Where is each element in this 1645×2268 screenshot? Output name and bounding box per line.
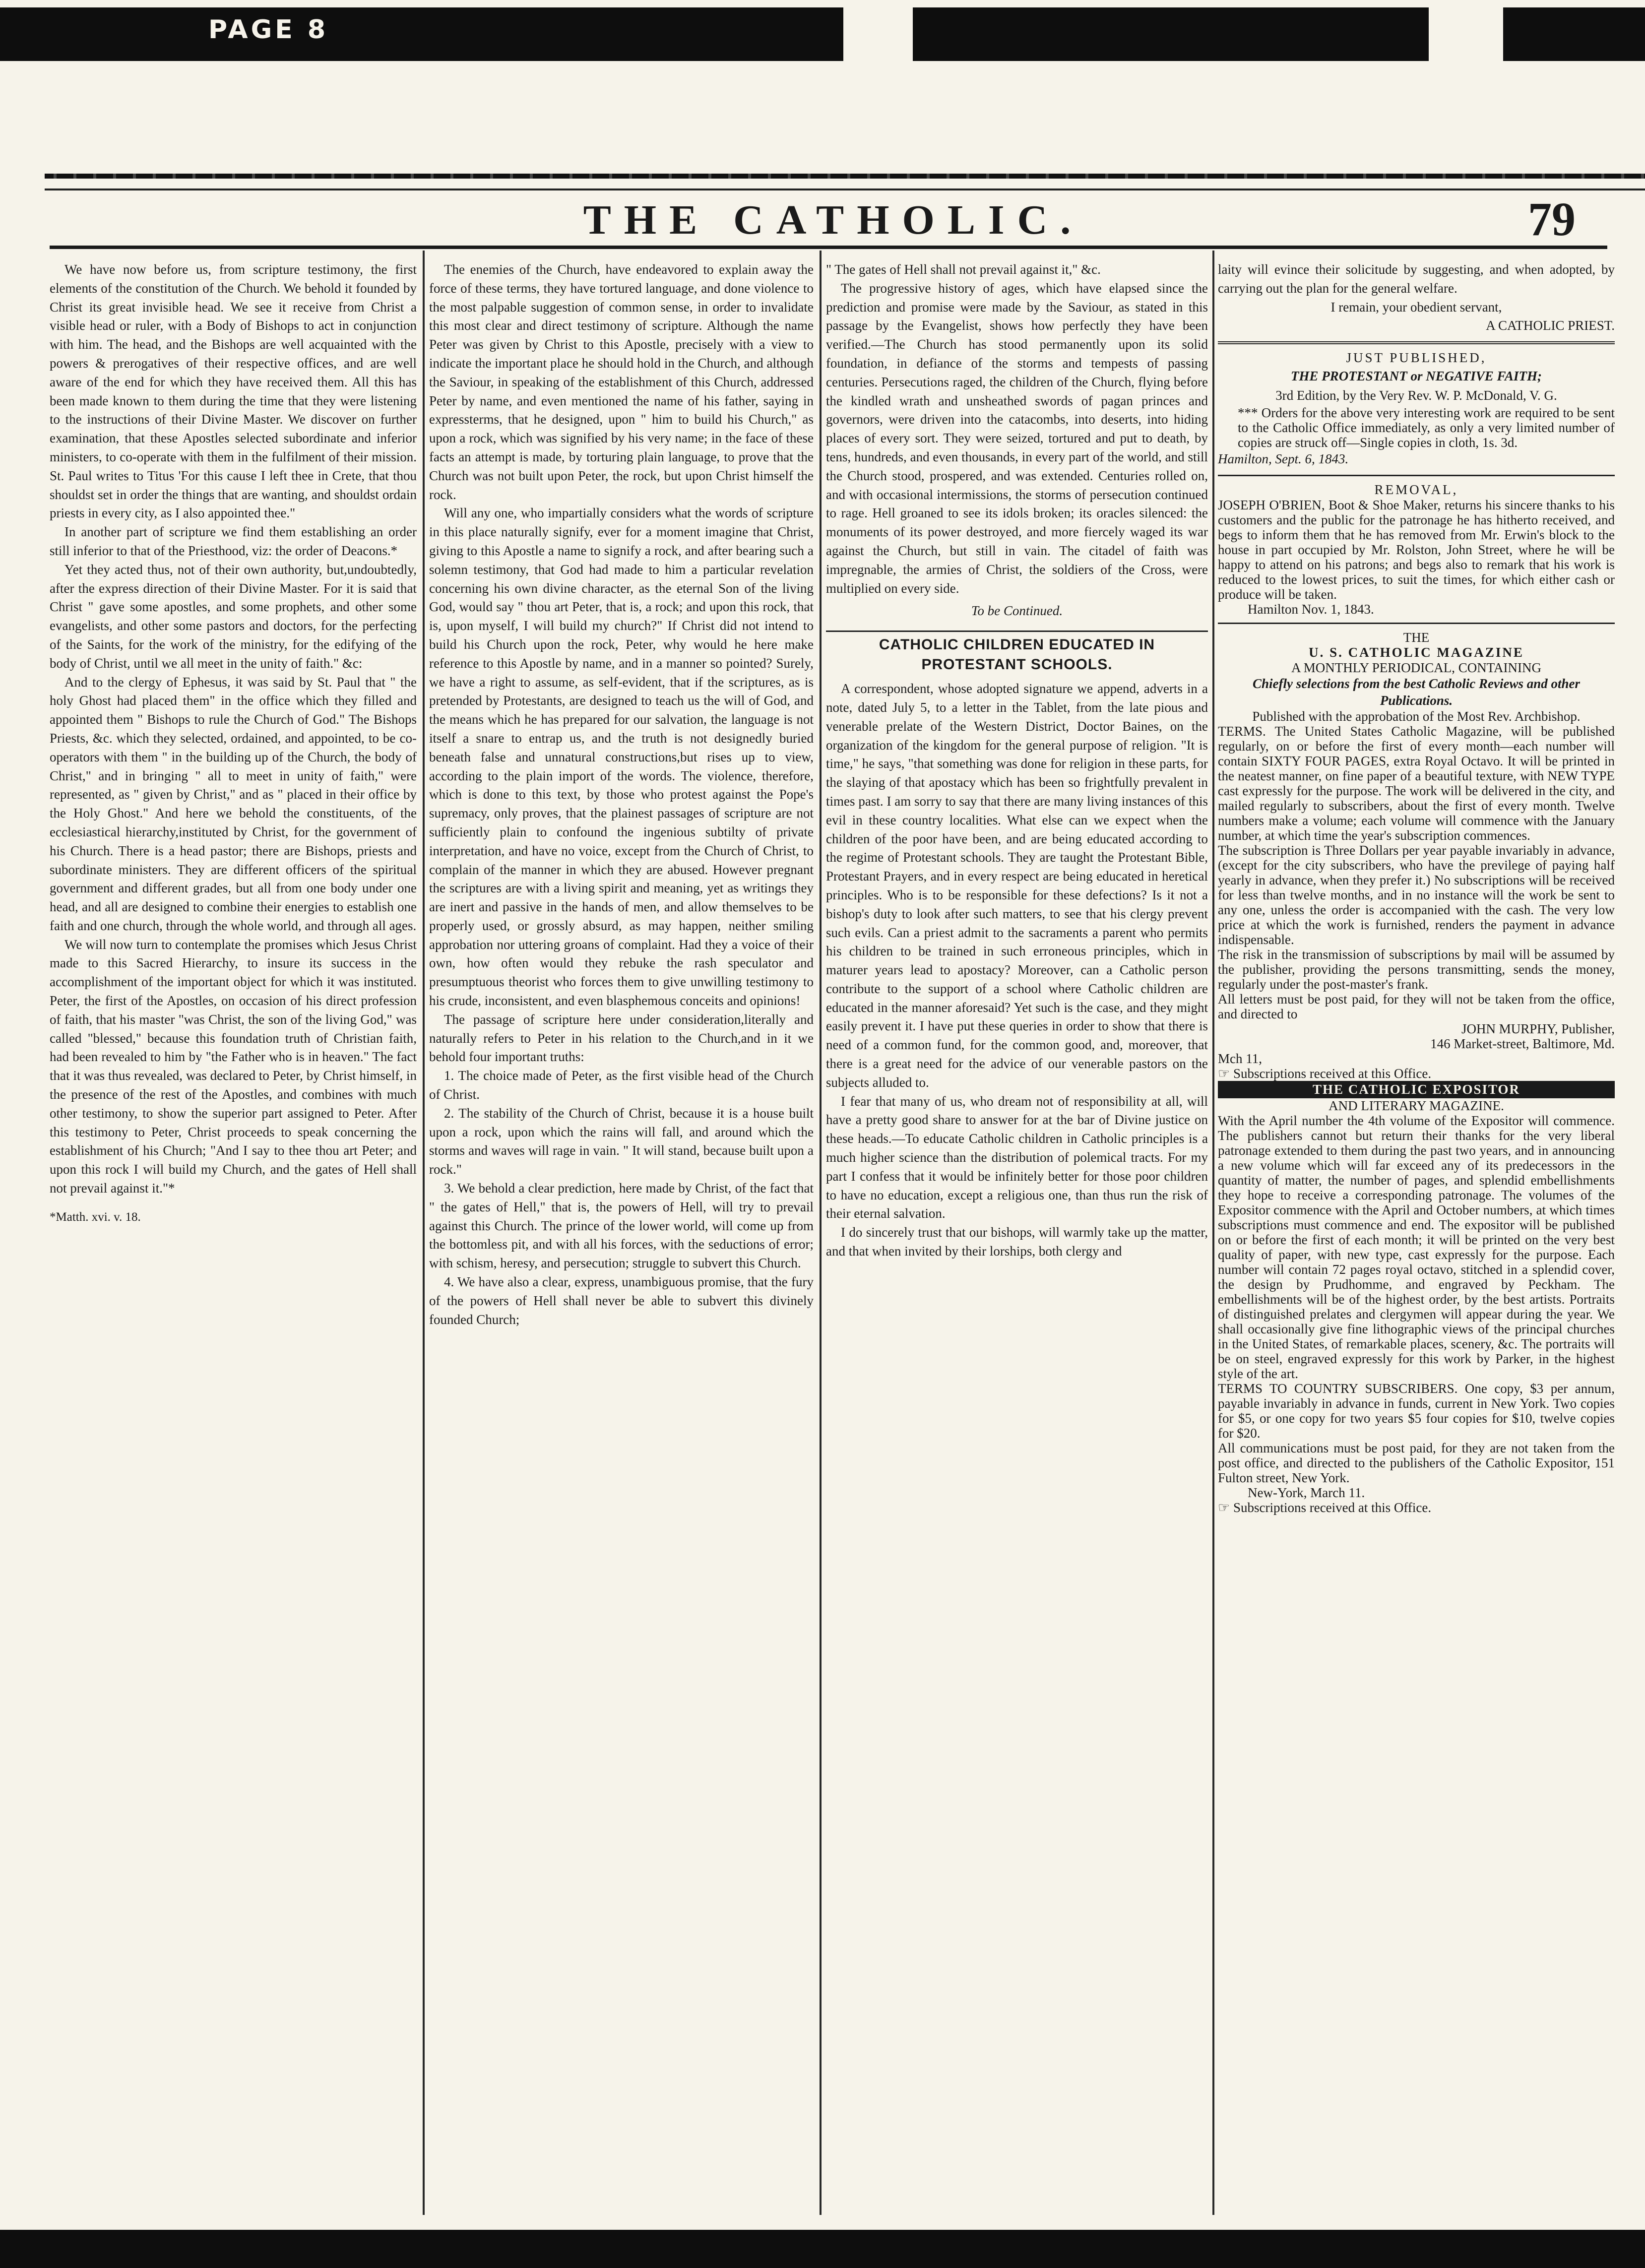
paragraph: The enemies of the Church, have endeavored to explain away the force of these terms, they have tortured language, and done violence to the most palpable suggestion of common sense, in order to invalidate this most clear and direct testimony of scripture. Although the name Peter was given by Christ to this Apostle, precisely with a view to indicate the important place he should hold in the Church, and although the Saviour, in speaking of the establishment of this Church, addressed Peter by name, and even mentioned the name of his father, saying in expressterms, that he designed, upon " him to build his Church," as upon a rock, which was signified by his very name; in the face of these facts an attempt is made, by torturing plain language, to prove that the Church was not built upon Peter, the rock, but upon Christ himself the rock. xyxy=(429,262,814,502)
paragraph: 1. The choice made of Peter, as the first visible head of the Church of Christ. xyxy=(429,1068,814,1102)
paragraph: We have now before us, from scripture testimony, the first elements of the constitution of the Church. We behold it founded by Christ its great invisible head. We see it receive from Christ a visible head or ruler, with a Body of Bishops to act in conjunction with him. The head, and the Bishops are well acquainted with the powers & prerogatives of their respective offices, and are well aware of the end for which they have received them. All this has been made known to them during the time that they were listening to the instructions of their Divine Master. We discover on further examination, that these Apostles selected subordinate and inferior ministers, to co-operate with them in the fulfilment of their mission. St. Paul writes to Titus 'For this cause I left thee in Crete, that thou shouldst set in order the things that are wanting, and shouldst ordain priests in every city, as I also appointed thee." xyxy=(50,262,417,521)
paragraph: laity will evince their solicitude by suggesting, and when adopted, by carrying out the plan for the general welfare. xyxy=(1218,262,1615,296)
ad-date: Hamilton Nov. 1, 1843. xyxy=(1248,601,1374,617)
paragraph: I fear that many of us, who dream not of responsibility at all, will have a pretty good share to answer for at the bar of Divine justice on these heads.—To educate Catholic children in Catholic principles is a much higher science than the distribution of polemical tracts. For my part I confess that it would be infinitely better for those poor children to have no education, except a religious one, than thus run the risk of their eternal salvation. xyxy=(826,1093,1208,1221)
ad-body: *** Orders for the above very interesting work are required to be sent to the Catholic Office immediately, as only a very limited number of copies are struck off—Single copies in cloth, 1s. 3d. xyxy=(1238,405,1615,450)
column-2 xyxy=(429,260,814,1329)
ad-body: With the April number the 4th volume of the Expositor will commence. The publishers cannot but return their thanks for the very liberal patronage extended to them during the past two years, and in announcing a new volume which will far exceed any of its predecessors in the quantity of matter, the number of pages, and splendid embellishments they hope to receive a corresponding patronage. The volumes of the Expositor commence with the April and October numbers, at which times subscriptions must commence and end. The expositor will be published on or before the first of each month; it will be printed on the very best quality of paper, with new type, cast expressly for the purpose. Each number will contain 72 pages royal octavo, stitched in a splendid cover, the design by Prudhomme, and engraved by Peckham. The embellishments will be of the highest order, by the best artists. Portraits of distinguished prelates and clergymen will appear during the year. We shall occasionally give fine lithographic views of the principal churches in the United States, of remarkable places, scenery, &c. The portraits will be on steel, engraved expressly for this work by Parker, in the highest style of the art. xyxy=(1218,1113,1615,1381)
column-1 xyxy=(50,260,417,1227)
signature-line: I remain, your obedient servant, xyxy=(1330,299,1502,315)
paragraph: The passage of scripture here under consideration,literally and naturally refers to Peter in his relation to the Church,and in it we behold four important truths: xyxy=(429,1011,814,1065)
paragraph: The progressive history of ages, which have elapsed since the prediction and promise were made by the Saviour, as stated in this passage by the Evangelist, shows how perfectly they have been verified.—The Church has stood permanently upon its solid foundation, in defiance of the storms and tempests of passing centuries. Persecutions raged, the children of the Church, flying before the kindled wrath and unsheathed swords of pagan princes and governors, were driven into the catacombs, into deserts, into hiding places of every sort. They were seized, tortured and put to death, by tens, hundreds, and even thousands, in every part of the world, and still the Church stood, prospered, and was extended. Centuries rolled on, and with occasional intermissions, the storms of persecution continued to rage. Hell groaned to see its idols broken; its oracles silenced: the monuments of its power destroyed, and more fiercely waged its war against the Church, but still in vain. The citadel of faith was impregnable, the armies of Christ, the soldiers of the Cross, were multiplied on every side. xyxy=(826,280,1208,596)
ad-date: Hamilton, Sept. 6, 1843. xyxy=(1218,451,1349,466)
ad-body: TERMS TO COUNTRY SUBSCRIBERS. One copy, $3 per annum, payable invariably in advance in funds, current in New York. Two copies for $5, or one copy for two years $5 four copies for $10, twelve copies for $20. xyxy=(1218,1381,1615,1441)
top-torn-strip xyxy=(0,0,1645,67)
ad-body: All letters must be post paid, for they will not be taken from the office, and directed to xyxy=(1218,991,1615,1021)
ad-address: 146 Market-street, Baltimore, Md. xyxy=(1430,1036,1615,1051)
paragraph: We will now turn to contemplate the promises which Jesus Christ made to this Sacred Hierarchy, to insure its success in the accomplishment of the important object for which it was instituted. Peter, the first of the Apostles, on occasion of his direct profession of faith, that his master "was Christ, the son of the living God," was called "blessed," because this foundation truth of Christian faith, had been revealed to him by "the Father who is in heaven." The fact that it was thus revealed, was declared to Peter, by Christ himself, in the presence of the rest of the Apostles, and combines with much other testimony, to show the superior part assigned to Peter. After this testimony to Peter, Christ proceeds to speak concerning the establishment of his Church; "And I say to thee thou art Peter; and upon this rock I will build my Church, and the gates of Hell shall not prevail against it."* xyxy=(50,937,417,1196)
ad-date: New-York, March 11. xyxy=(1248,1485,1365,1500)
ad-title: U. S. CATHOLIC MAGAZINE xyxy=(1309,644,1524,660)
ad-the: THE xyxy=(1403,630,1430,645)
paragraph: 3. We behold a clear prediction, here made by Christ, of the fact that " the gates of Hell," that is, the powers of Hell, will try to prevail against this Church. The prince of the lower world, will come up from the bottomless pit, and with all his forces, with the seductions of error; with schism, heresy, and persecution; struggle to subvert this Church. xyxy=(429,1181,814,1271)
ad-note: ☞ Subscriptions received at this Office. xyxy=(1218,1500,1432,1515)
column-3 xyxy=(826,260,1208,1261)
column-divider xyxy=(1212,251,1214,2215)
ad-byline: 3rd Edition, by the Very Rev. W. P. McDonald, V. G. xyxy=(1275,388,1557,403)
paragraph: 4. We have also a clear, express, unambiguous promise, that the fury of the powers of Hell shall never be able to subvert this divinely founded Church; xyxy=(429,1274,814,1327)
paragraph: " The gates of Hell shall not prevail against it," &c. xyxy=(826,262,1101,277)
column-divider xyxy=(423,251,425,2215)
torn-gap xyxy=(843,7,913,61)
ad-body: JOSEPH O'BRIEN, Boot & Shoe Maker, returns his sincere thanks to his customers and the public for the patronage he has hitherto received, and begs to inform them that he has removed from Mr. Erwin's block to the house in part occupied by Mr. Rolston, John Street, where he will be happy to attend on his patrons; and begs also to remark that his work is reduced to the lowest prices, to suit the times, for which either cash or produce will be taken. xyxy=(1218,497,1615,602)
column-4 xyxy=(1218,260,1615,1515)
paragraph: Yet they acted thus, not of their own authority, but,undoubtedly, after the express direction of their Divine Master. For it is said that Christ " gave some apostles, and some prophets, and other some evangelists, and other some pastors and doctors, for the perfecting of the Saints, for the work of the ministry, for the edifying of the body of Christ, until we all meet in the unity of faith." &c: xyxy=(50,562,417,671)
column-divider xyxy=(820,251,822,2215)
masthead-rule xyxy=(50,246,1607,249)
divider xyxy=(1218,475,1615,476)
paragraph: Will any one, who impartially considers what the words of scripture in this place naturally signify, ever for a moment imagine that Christ, giving to this Apostle a name to signify a rock, and after bearing such a solemn testimony, that God had made to him a particular revelation concerning his own divine character, as the eternal Son of the living God, would say " thou art Peter, that is, a rock; and upon this rock, that is, upon myself, I will build my church?" If Christ did not intend to build his Church upon the rock, Peter, why would he here make reference to this Apostle by name, and in a manner so pointed? Surely, we have a right to assume, as self-evident, that if the scriptures, as is pretended by Protestants, are designed to teach us the will of God, and the means which he has prepared for our salvation, the language is not itself a snare to entrap us, and the truth is not designedly buried beneath false and unnatural constructions,but rises up to view, according to the plain import of the words. The violence, therefore, which is done to this text, by those who protest against the Pope's supremacy, only proves, that the plainest passages of scripture are not sufficiently plain to confound the ingenious subtilty of private interpretation, and have no voice, except from the Church of Christ, to complain of the manner in which they are abused. However pregnant the scriptures are with a living spirit and meaning, yet as writings they are inert and passive in the hands of men, and allow themselves to be properly used, or grossly absurd, as may happen, neither smiling approbation nor uttering groans of complaint. Had they a voice of their own, how often would they rebuke the rash speculator and presumptuous theorist who forces them to give unwilling testimony to his crude, inconsistent, and even blasphemous conceits and opinions! xyxy=(429,505,814,1008)
ad-subtitle: AND LITERARY MAGAZINE. xyxy=(1329,1098,1504,1113)
ad-body: The risk in the transmission of subscriptions by mail will be assumed by the publisher, providing the persons transmitting, sends the money, regularly under the post-master's frank. xyxy=(1218,946,1615,992)
ad-subtitle: Published with the approbation of the Most Rev. Archbishop. xyxy=(1252,708,1581,724)
divider xyxy=(1218,623,1615,624)
ad-subtitle: Chiefly selections from the best Catholic Reviews and other Publications. xyxy=(1253,676,1580,708)
torn-gap xyxy=(1429,7,1503,61)
ad-date: Mch 11, xyxy=(1218,1051,1262,1066)
ad-publisher: JOHN MURPHY, Publisher, xyxy=(1461,1021,1615,1036)
ad-title: THE CATHOLIC EXPOSITOR xyxy=(1218,1081,1615,1098)
ad-body: The subscription is Three Dollars per year payable invariably in advance, (except for the city subscribers, who have the previlege of paying half yearly in advance, when they prefer it.) No subscriptions will be received for less than twelve months, and in no instance will the work be sent to any one, unless the order is accompanied with the cash. The very low price at which the work is furnished, renders the payment in advance indispensable. xyxy=(1218,842,1615,947)
footnote: *Matth. xvi. v. 18. xyxy=(50,1210,141,1224)
divider xyxy=(1218,341,1615,344)
ad-title: THE PROTESTANT or NEGATIVE FAITH; xyxy=(1290,369,1542,384)
paragraph: I do sincerely trust that our bishops, will warmly take up the matter, and that when invited by their lorships, both clergy and xyxy=(826,1225,1208,1259)
paragraph: And to the clergy of Ephesus, it was said by St. Paul that " the holy Ghost had placed them" in the office which they filled and appointed them " Bishops to rule the Church of God." The Bishops Priests, &c. which they selected, ordained, and appointed, to be co-operators with them " in the building up of the Church, the body of Christ," and in bringing " all to meet in unity of faith," were represented, as " given by Christ," and as " placed in their office by the Holy Ghost." And here we behold the constituents, of the ecclesiastical hierarchy,instituted by Christ, for the government of his Church. There is a head pastor; there are Bishops, priests and subordinate ministers. They are different officers of the spiritual government and different grades, but all from one body under one head, and all are designed to combine their energies to establish one faith and one church, through the whole world, and through all ages. xyxy=(50,674,417,933)
paragraph: A correspondent, whose adopted signature we append, adverts in a note, dated July 5, to a letter in the Tablet, from the late pious and venerable prelate of the Western District, Doctor Baines, on the organization of the kingdom for the general purpose of religion. "It is time," he says, "that something was done for religion in these parts, for the slaying of that apostacy which has been so frightfully prevalent in times past. I am sorry to say that there are many living instances of this evil in these country localities. What else can we expect when the children of the poor have been, and are being educated according to the regime of Protestant schools. They are taught the Protestant Bible, Protestant Prayers, and in every respect are being educated in heretical principles. Who is to be responsible for these defections? Is it not a bishop's duty to look after such matters, to see that his clergy prevent such evils. Can a priest admit to the sacraments a parent who permits his children to be trained in such erroneous principles, which in maturer years lead to apostacy? Moreover, can a Catholic person contribute to the support of a school where Catholic children are educated in the manner aforesaid? Yet such is the case, and they might easily prevent it. I have put these queries in order to show that there is need of a common fund, for the common good, and, moreover, that there is a great need for the advice of our venerable pastors on the subjects alluded to. xyxy=(826,681,1208,1090)
ad-subtitle: A MONTHLY PERIODICAL, CONTAINING xyxy=(1291,660,1542,675)
ad-body: TERMS. The United States Catholic Magazine, will be published regularly, on or before the first of every month—each number will contain SIXTY FOUR PAGES, extra Royal Octavo. It will be printed in the neatest manner, on fine paper of a beautiful texture, with NEW TYPE cast expressly for the purpose. The work will be delivered in the city, and mailed regularly to subscribers, about the first of every month. Twelve numbers make a volume; each volume will commence with the January number, at which time the year's subscription commences. xyxy=(1218,723,1615,843)
ad-heading: JUST PUBLISHED, xyxy=(1346,350,1487,366)
ad-heading: REMOVAL, xyxy=(1374,482,1458,497)
article-heading: CATHOLIC CHILDREN EDUCATED IN PROTESTANT SCHOOLS. xyxy=(826,630,1208,675)
ad-note: ☞ Subscriptions received at this Office. xyxy=(1218,1066,1432,1081)
paragraph: 2. The stability of the Church of Christ, because it is a house built upon a rock, upon which the rains will fall, and around which the storms and waves will rage in vain. " It will stand, because built upon a rock." xyxy=(429,1105,814,1177)
page-number: 79 xyxy=(1528,192,1576,246)
header-rule xyxy=(45,189,1645,190)
bottom-dark-band xyxy=(0,2230,1645,2268)
to-be-continued: To be Continued. xyxy=(971,603,1063,619)
ad-body: All communications must be post paid, for they are not taken from the post office, and directed to the publishers of the Catholic Expositor, 151 Fulton street, New York. xyxy=(1218,1440,1615,1485)
signature-name: A CATHOLIC PRIEST. xyxy=(1486,318,1615,333)
masthead-title: THE CATHOLIC. xyxy=(583,197,1084,243)
scrap-text: PAGE 8 xyxy=(208,15,329,45)
paragraph: In another part of scripture we find them establishing an order still inferior to that of the Priesthood, viz: the order of Deacons.* xyxy=(50,524,417,558)
header-rule xyxy=(45,174,1645,179)
